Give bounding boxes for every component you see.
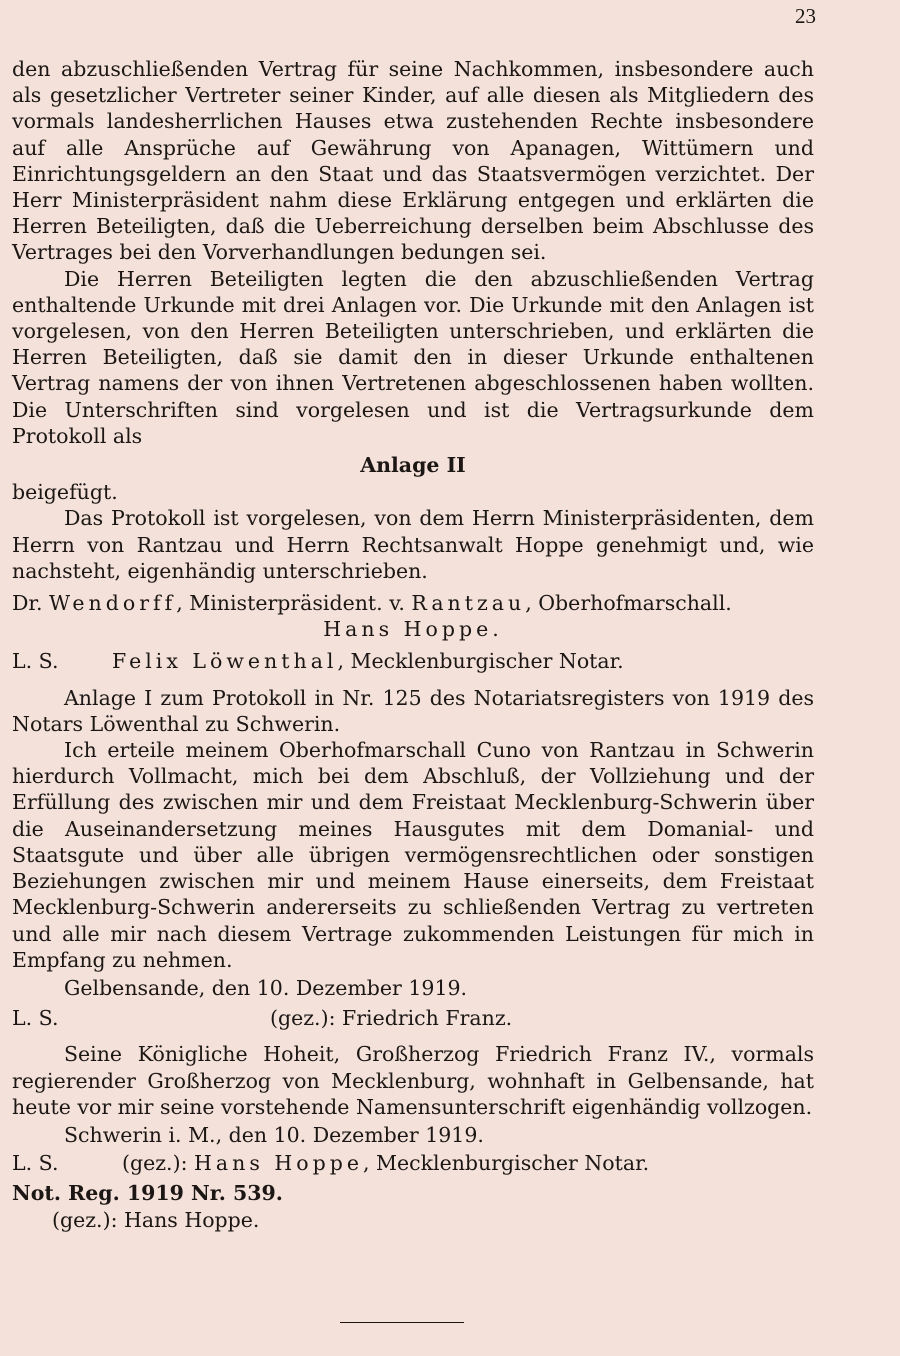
paragraph-power-of-attorney: Ich erteile meinem Oberhofmarschall Cuno von Rantzau in Schwerin hierdurch Vollmacht, mich bei dem Abschluß, der Vollziehung und der Erfüllung des zwischen mir und dem Freistaat Mecklenburg-Schwerin über die Auseinandersetzung meines Hausgutes mit dem Domanial- und Staatsgute und über alle übrigen vermögensrechtlichen oder sonstigen Beziehungen zwischen mir und meinem Hause einerseits, dem Freistaat Mecklenburg-Schwerin andererseits zu schließenden Vertrag zu vertreten und alle mir nach diesem Vertrage zukommenden Leistungen für mich in Empfang zu nehmen. [12, 738, 814, 972]
signature-friedrich-franz-line [12, 1005, 814, 1031]
date-schwerin: Schwerin i. M., den 10. Dezember 1919. [64, 1122, 484, 1147]
signature-notary-line: L. S. (gez.): Hans Hoppe, Mecklenburgischer Notar. [12, 1151, 650, 1176]
anlage-heading: Anlage II [360, 453, 466, 478]
signature-rantzau: Rantzau [411, 591, 526, 616]
seal-mark: L. S. [12, 1006, 59, 1031]
signature-line-3: L. S. Felix Löwenthal, Mecklenburgischer Notar. [12, 649, 624, 674]
signature-friedrich-franz: (gez.): Friedrich Franz. [270, 1006, 513, 1031]
signature-wendorff: Wendorff [49, 591, 177, 616]
signature-hoppe: Hans Hoppe. [323, 617, 503, 642]
paragraph-contract-presentation: Die Herren Beteiligten legten die den abzuschließenden Vertrag enthaltende Urkunde mit drei Anlagen vor. Die Urkunde mit den Anlagen ist vorgelesen, von den Herren Beteiligten unterschrieben, und erklärten die Herren Beteiligten, daß sie damit den in dieser Urkunde enthaltenen Vertrag namens der von ihnen Vertretenen abgeschlossenen haben wollten. Die Unterschriften sind vorgelesen und ist die Vertragsurkunde dem Protokoll als [12, 266, 814, 448]
section-divider [340, 1322, 464, 1323]
seal-mark: L. S. [12, 649, 59, 674]
paragraph-protocol-approval: Das Protokoll ist vorgelesen, von dem Herrn Ministerpräsidenten, dem Herrn von Rantzau und Herrn Rechtsanwalt Hoppe genehmigt und, wie nachsteht, eigenhändig unterschrieben. [12, 506, 814, 583]
paragraph-anlage-i-header: Anlage I zum Protokoll in Nr. 125 des Notariatsregisters von 1919 des Notars Löwenthal zu Schwerin. [12, 685, 814, 736]
date-gelbensande: Gelbensande, den 10. Dezember 1919. [64, 975, 468, 1000]
attached-note: beigefügt. [12, 480, 118, 505]
paragraph-declaration: den abzuschließenden Vertrag für seine Nachkommen, insbesondere auch als gesetzlicher Vertreter seiner Kinder, auf alle diesen als Mitgliedern des vormals landesherrlichen Hauses etwa zustehenden Rechte insbesondere auf alle Ansprüche auf Gewährung von Apanagen, Wittümern und Einrichtungsgeldern an den Staat und das Staatsvermögen verzichtet. Der Herr Ministerpräsident nahm diese Erklärung entgegen und erklärten die Herren Beteiligten, daß die Ueberreichung derselben beim Abschlusse des Vertrages bei den Vorverhandlungen bedungen sei. [12, 57, 814, 265]
signature-notary-hoppe: Hans Hoppe [194, 1151, 363, 1176]
page-number: 23 [795, 4, 816, 28]
signature-loewenthal: Felix Löwenthal [112, 649, 338, 674]
paragraph-certification: Seine Königliche Hoheit, Großherzog Friedrich Franz IV., vormals regierender Großherzog von Mecklenburg, wohnhaft in Gelbensande, hat heute vor mir seine vorstehende Namensunterschrift eigenhändig vollzogen. [12, 1042, 814, 1119]
notary-register-entry: Not. Reg. 1919 Nr. 539. [12, 1181, 283, 1206]
notary-register-signature: (gez.): Hans Hoppe. [52, 1207, 260, 1232]
document-body [12, 56, 814, 1233]
signature-line-1: Dr. Wendorff, Ministerpräsident. v. Rantzau, Oberhofmarschall. [12, 591, 732, 616]
seal-mark: L. S. [12, 1151, 59, 1176]
